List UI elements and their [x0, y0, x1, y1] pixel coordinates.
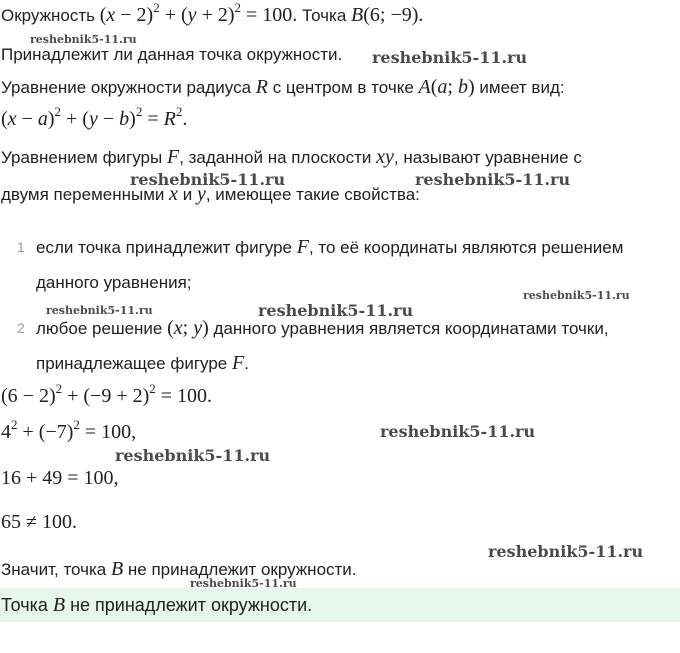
circle-equation: $(x - a)^2 + (y - b)^2 = R^2$. [1, 104, 188, 130]
watermark: reshebnik5-11.ru [30, 33, 137, 46]
answer-text: Точка B не принадлежит окружности. [1, 594, 313, 616]
figure-def-line-2: двумя переменными x и y, имеющее такие свойства: [1, 183, 420, 205]
watermark: reshebnik5-11.ru [115, 446, 271, 465]
watermark: reshebnik5-11.ru [523, 289, 630, 302]
solution-step-4: 65 ≠ 100. [1, 511, 77, 533]
list-item-1-line-2: данного уравнения; [36, 273, 192, 292]
watermark: reshebnik5-11.ru [46, 304, 153, 317]
list-num-1: 1 [17, 239, 25, 255]
circle-eq-intro: Уравнение окружности радиуса R с центром в точке A(a; b) имеет вид: [1, 76, 565, 98]
watermark: reshebnik5-11.ru [415, 170, 571, 189]
solution-step-2: $4^2 + (-7)^2 = 100$, [1, 417, 137, 443]
solution-conclusion: Значит, точка B не принадлежит окружности. [1, 558, 357, 580]
list-item-1-line-1: если точка принадлежит фигуре F, то её координаты являются решением [36, 236, 624, 258]
solution-step-3: 16 + 49 = 100, [1, 467, 119, 489]
task-point-label: Точка [297, 6, 352, 25]
task-point: B(6; −9). [351, 4, 424, 26]
watermark: reshebnik5-11.ru [372, 48, 528, 67]
watermark: reshebnik5-11.ru [380, 422, 536, 441]
task-line [1, 0, 424, 27]
figure-def-line-1: Уравнением фигуры F, заданной на плоскости xy, называют уравнение с [1, 146, 582, 168]
watermark: reshebnik5-11.ru [258, 301, 414, 320]
list-num-2: 2 [17, 320, 25, 336]
task-question: Принадлежит ли данная точка окружности. [1, 45, 343, 64]
watermark: reshebnik5-11.ru [488, 542, 644, 561]
list-item-2-line-2: принадлежащее фигуре F. [36, 352, 249, 374]
task-prefix: Окружность [1, 6, 100, 25]
list-item-2-line-1: любое решение (x; y) данного уравнения является координатами точки, [36, 317, 609, 339]
solution-step-1: $(6 - 2)^2 + (-9 + 2)^2 = 100$. [1, 381, 213, 407]
answer-box [0, 588, 680, 622]
watermark: reshebnik5-11.ru [130, 170, 286, 189]
task-equation: $(x - 2)^2 + (y + 2)^2 = 100$. [99, 0, 298, 26]
watermark: reshebnik5-11.ru [190, 577, 297, 590]
